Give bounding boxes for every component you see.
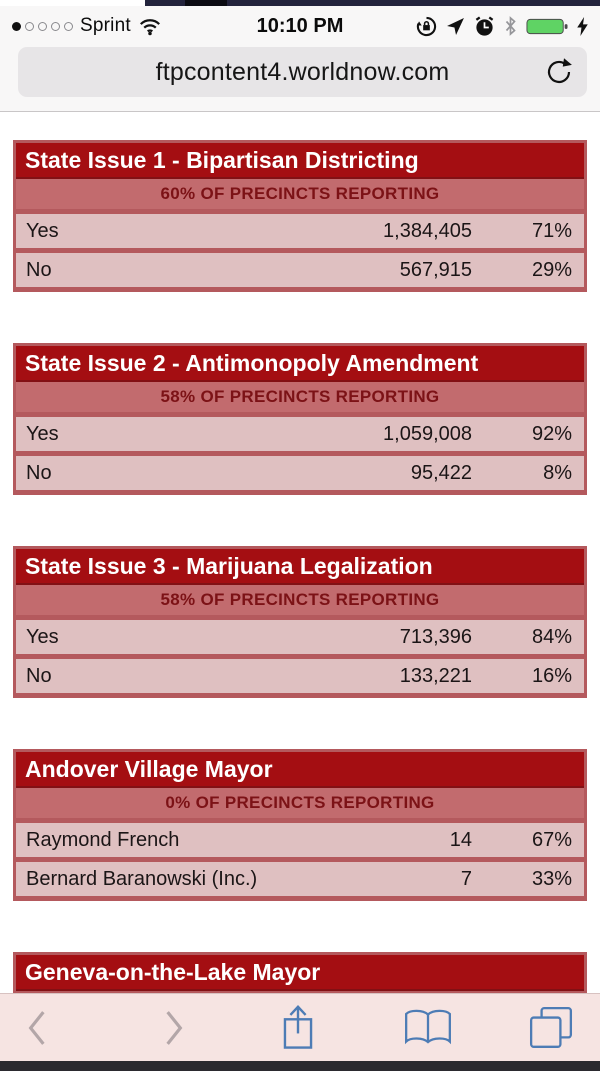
vote-count: 133,221 xyxy=(399,664,472,687)
clock-label: 10:10 PM xyxy=(256,14,344,37)
vote-percent: 29% xyxy=(531,258,572,281)
vote-percent: 8% xyxy=(543,461,572,484)
precincts-reporting: 60% OF PRECINCTS REPORTING xyxy=(16,179,584,209)
vote-count: 567,915 xyxy=(399,258,472,281)
vote-percent: 84% xyxy=(531,625,572,648)
vote-percent: 33% xyxy=(531,867,572,890)
url-text: ftpcontent4.worldnow.com xyxy=(155,57,450,86)
vote-percent: 16% xyxy=(531,664,572,687)
candidate-name: Raymond French xyxy=(26,828,180,851)
results-table-state-issue-3 xyxy=(13,546,587,698)
result-row xyxy=(16,417,584,451)
vote-count: 7 xyxy=(460,867,472,890)
vote-percent: 67% xyxy=(531,828,572,851)
choice-name: No xyxy=(26,664,52,687)
vote-percent: 92% xyxy=(531,422,572,445)
signal-strength-icon xyxy=(12,22,73,31)
forward-icon xyxy=(163,1010,185,1046)
result-row xyxy=(16,214,584,248)
address-field[interactable] xyxy=(18,47,587,97)
bookmarks-icon xyxy=(402,1007,454,1049)
race-title: State Issue 3 - Marijuana Legalization xyxy=(16,549,584,585)
share-icon xyxy=(278,1003,318,1053)
precincts-reporting: 58% OF PRECINCTS REPORTING xyxy=(16,382,584,412)
location-arrow-icon xyxy=(446,17,465,36)
result-row xyxy=(16,456,584,490)
results-table-andover-village-mayor xyxy=(13,749,587,901)
results-table-state-issue-1 xyxy=(13,140,587,292)
back-icon xyxy=(26,1010,48,1046)
result-row xyxy=(16,253,584,287)
share-button[interactable] xyxy=(278,1003,318,1053)
vote-count: 14 xyxy=(449,828,472,851)
alarm-clock-icon xyxy=(474,16,495,37)
tabs-button[interactable] xyxy=(528,1005,574,1051)
choice-name: No xyxy=(26,461,52,484)
precincts-reporting: 0% OF PRECINCTS REPORTING xyxy=(16,788,584,818)
status-bar xyxy=(0,6,600,44)
race-title: Andover Village Mayor xyxy=(16,752,584,788)
page-content xyxy=(0,112,600,994)
choice-name: Yes xyxy=(26,219,59,242)
race-title: State Issue 1 - Bipartisan Districting xyxy=(16,143,584,179)
results-table-geneva-on-the-lake-mayor xyxy=(13,952,587,994)
precincts-reporting: 58% OF PRECINCTS REPORTING xyxy=(16,585,584,615)
results-table-state-issue-2 xyxy=(13,343,587,495)
result-row xyxy=(16,659,584,693)
browser-chrome xyxy=(0,6,600,112)
result-row xyxy=(16,862,584,896)
url-bar xyxy=(0,44,600,110)
forward-button[interactable] xyxy=(163,1010,185,1046)
bookmarks-button[interactable] xyxy=(402,1007,454,1049)
carrier-label: Sprint xyxy=(80,15,131,36)
result-row xyxy=(16,823,584,857)
vote-count: 1,059,008 xyxy=(383,422,472,445)
bluetooth-icon xyxy=(504,16,517,36)
vote-count: 713,396 xyxy=(399,625,472,648)
wifi-icon xyxy=(138,17,162,36)
candidate-name: Bernard Baranowski (Inc.) xyxy=(26,867,258,890)
battery-icon xyxy=(526,17,568,36)
choice-name: Yes xyxy=(26,422,59,445)
tabs-icon xyxy=(528,1005,574,1051)
race-title: Geneva-on-the-Lake Mayor xyxy=(16,955,584,991)
safari-toolbar xyxy=(0,993,600,1061)
choice-name: No xyxy=(26,258,52,281)
vote-count: 95,422 xyxy=(410,461,472,484)
result-row xyxy=(16,620,584,654)
refresh-icon[interactable] xyxy=(544,57,574,87)
vote-percent: 71% xyxy=(531,219,572,242)
choice-name: Yes xyxy=(26,625,59,648)
race-title: State Issue 2 - Antimonopoly Amendment xyxy=(16,346,584,382)
charging-bolt-icon xyxy=(577,17,588,36)
letterbox-strip-bottom xyxy=(0,1061,600,1071)
back-button[interactable] xyxy=(26,1010,48,1046)
rotation-lock-icon xyxy=(416,16,437,37)
vote-count: 1,384,405 xyxy=(383,219,472,242)
